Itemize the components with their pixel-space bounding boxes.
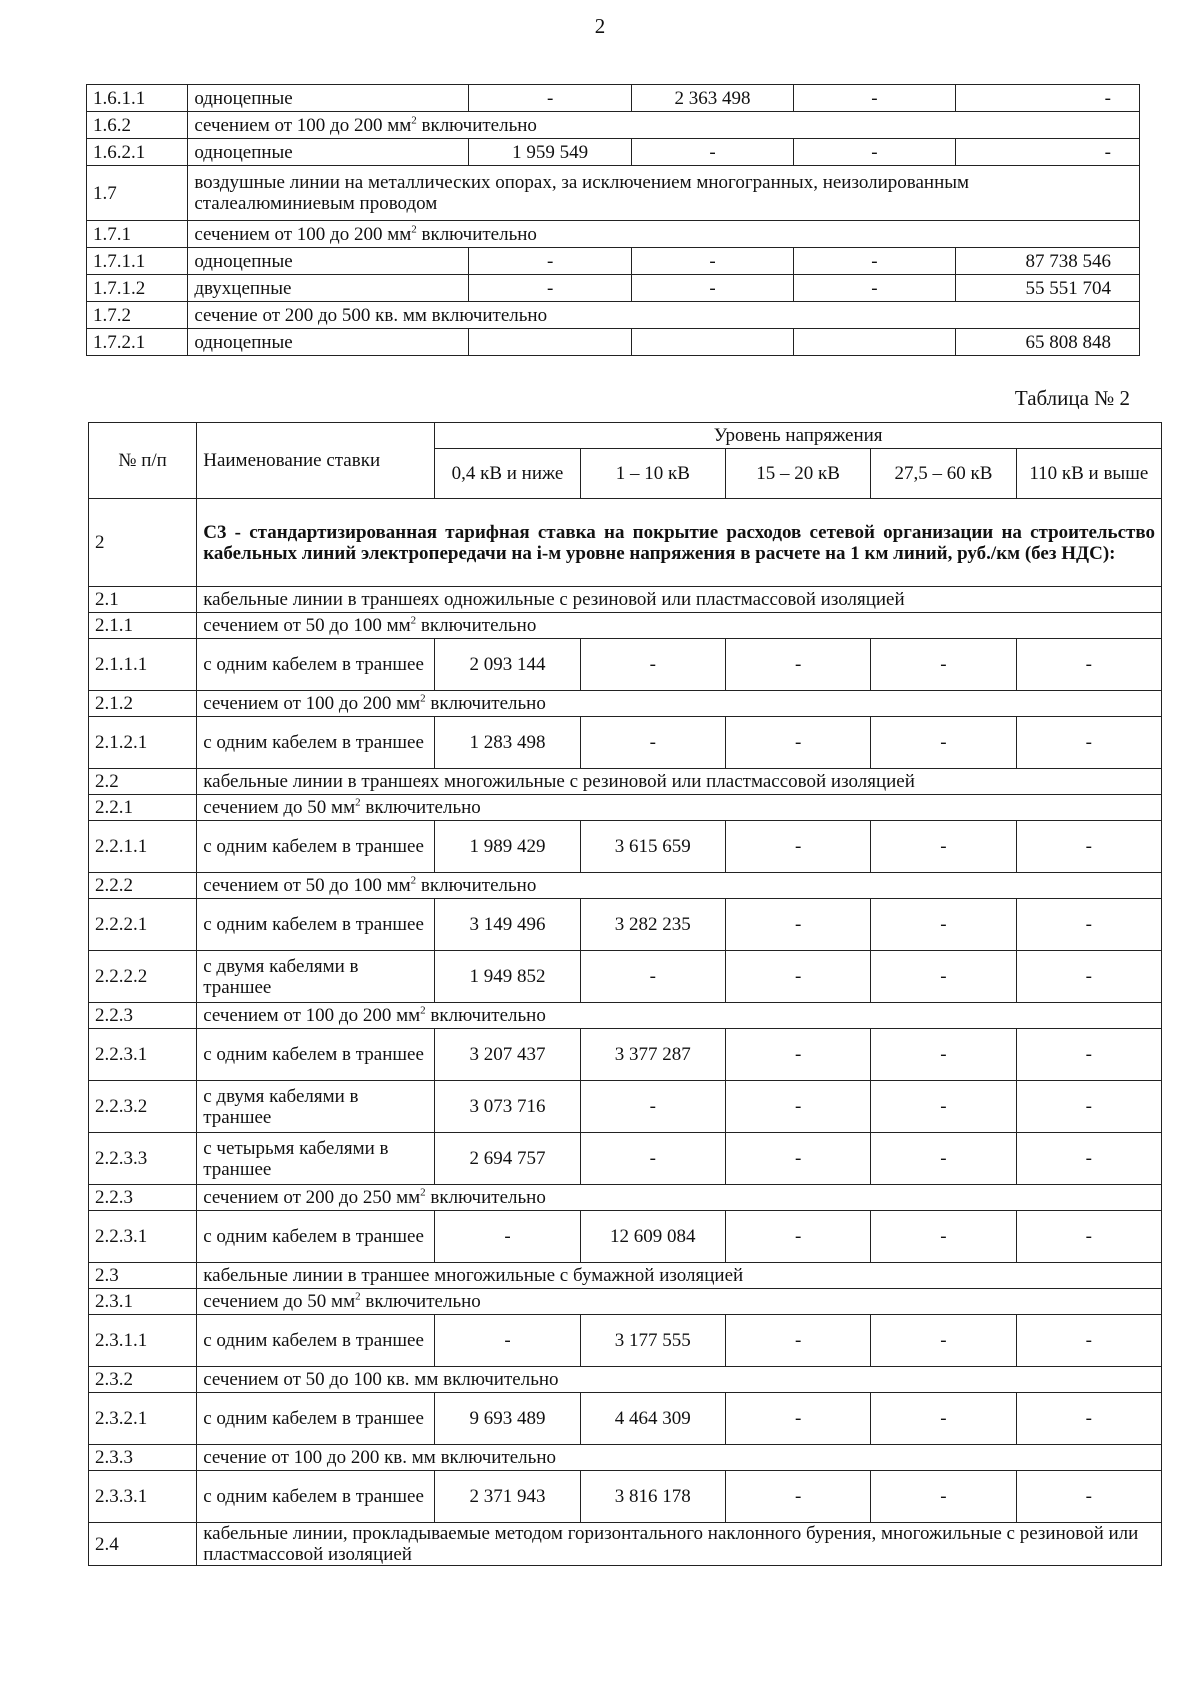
rate-value: - [1016,639,1161,691]
rate-value: - [725,639,870,691]
row-number: 1.6.1.1 [87,85,188,112]
table-row [89,1029,1162,1081]
rate-value: - [631,248,793,275]
rate-value: - [871,1211,1016,1263]
rate-value: - [580,639,725,691]
rate-value: - [1016,821,1161,873]
rate-value: 65 808 848 [955,329,1139,356]
row-number: 1.7 [87,166,188,221]
section-text: сечение от 100 до 200 кв. мм включительно [203,1447,556,1468]
row-number: 1.7.2 [87,302,188,329]
section-text: сечением от 100 до 200 мм [203,1005,421,1026]
row-number: 2.2.3.1 [89,1211,197,1263]
rate-value: - [1016,1471,1161,1523]
header-level: 0,4 кВ и ниже [435,449,580,499]
row-number: 2.1.1 [89,613,197,639]
rate-value: - [1016,717,1161,769]
row-number: 2.2.3 [89,1003,197,1029]
row-name: с одним кабелем в траншее [197,1393,435,1445]
superscript: 2 [355,1290,361,1303]
section-subrow [87,302,1140,329]
tariff-table-2 [88,422,1162,1566]
rate-value: - [469,248,631,275]
row-number: 2.3 [89,1263,197,1289]
rate-value: - [1016,1081,1161,1133]
row-number: 1.7.1.2 [87,275,188,302]
rate-value: - [955,85,1139,112]
table-row [87,139,1140,166]
rate-value: 87 738 546 [955,248,1139,275]
section-text: сечением от 100 до 200 мм [203,693,421,714]
rate-value: - [871,951,1016,1003]
rate-value: - [871,717,1016,769]
rate-value: 1 283 498 [435,717,580,769]
row-name: одноцепные [188,248,469,275]
table-row [89,951,1162,1003]
table-row [89,1471,1162,1523]
row-name: с одним кабелем в траншее [197,717,435,769]
section-text: сечением до 50 мм [203,797,356,818]
rate-value: 2 093 144 [435,639,580,691]
table-row [89,821,1162,873]
section-text: кабельные линии в траншеях одножильные с резиновой или пластмассовой изоляцией [203,589,905,610]
header-row [89,423,1162,449]
section-text: кабельные линии в траншее многожильные с бумажной изоляцией [203,1265,744,1286]
section-text: сечением от 50 до 100 мм [203,615,411,636]
row-section-title [197,1445,1162,1471]
row-number: 2.2.3.2 [89,1081,197,1133]
row-section-title [197,795,1162,821]
table-row [87,275,1140,302]
rate-value [631,329,793,356]
rate-value: 3 149 496 [435,899,580,951]
rate-value: 3 073 716 [435,1081,580,1133]
row-number: 2.3.2 [89,1367,197,1393]
row-number: 2.1.2.1 [89,717,197,769]
row-name: с двумя кабелями в траншее [197,1081,435,1133]
row-section-title [197,1523,1162,1566]
rate-value: - [725,821,870,873]
row-number: 2.1 [89,587,197,613]
header-level: 15 – 20 кВ [725,449,870,499]
row-number: 2.4 [89,1523,197,1566]
rate-value: - [955,139,1139,166]
tariff-table-continued [86,84,1140,356]
section-text: сечением от 100 до 200 мм [194,223,412,245]
table-row [89,1393,1162,1445]
row-number: 2.2.2 [89,873,197,899]
rate-value: - [725,1211,870,1263]
rate-value: - [435,1211,580,1263]
section-title: С3 - стандартизированная тарифная ставка на покрытие расходов сетевой организации на строительство кабельных линий электропередачи на i-м уровне напряжения в расчете на 1 км линий, руб./км (без НДС): [197,499,1162,587]
superscript: 2 [420,1186,426,1199]
section-text: сечением от 200 до 250 мм [203,1187,421,1208]
rate-value: 3 177 555 [580,1315,725,1367]
row-number: 2.2.3 [89,1185,197,1211]
row-section-title [197,769,1162,795]
row-name: двухцепные [188,275,469,302]
section-subrow [89,1445,1162,1471]
rate-value: 3 615 659 [580,821,725,873]
section-subrow [89,1523,1162,1566]
row-section-title [197,1289,1162,1315]
section-suffix: включительно [416,223,537,245]
rate-value: - [871,1471,1016,1523]
header-level: 110 кВ и выше [1016,449,1161,499]
row-section-title [197,587,1162,613]
table-row [89,639,1162,691]
section-suffix: включительно [416,615,537,636]
rate-value: - [871,639,1016,691]
rate-value: - [631,139,793,166]
section-subrow [89,613,1162,639]
section-subrow [89,795,1162,821]
section-subrow [87,166,1140,221]
rate-value: 3 282 235 [580,899,725,951]
section-subrow [89,1367,1162,1393]
rate-value: - [1016,1029,1161,1081]
rate-value: - [794,139,955,166]
row-name: с одним кабелем в траншее [197,821,435,873]
table-row [87,85,1140,112]
section-suffix: включительно [425,693,546,714]
table-caption: Таблица № 2 [1014,386,1130,410]
rate-value: 9 693 489 [435,1393,580,1445]
header-level: 27,5 – 60 кВ [871,449,1016,499]
rate-value: - [725,1133,870,1185]
row-section-title [197,1185,1162,1211]
section-row [89,499,1162,587]
superscript: 2 [411,223,417,236]
rate-value: - [1016,899,1161,951]
rate-value: 1 959 549 [469,139,631,166]
rate-value: - [580,717,725,769]
rate-value: 2 363 498 [631,85,793,112]
rate-value: 55 551 704 [955,275,1139,302]
rate-value: - [725,899,870,951]
section-subrow [89,587,1162,613]
row-section-title [188,302,1140,329]
section-text: сечением от 50 до 100 мм [203,875,411,896]
section-text: кабельные линии, прокладываемые методом горизонтального наклонного бурения, многожильные с резиновой или пластмассовой изоляцией [203,1523,1139,1565]
row-number: 2.2.3.3 [89,1133,197,1185]
rate-value: - [469,85,631,112]
rate-value: 3 816 178 [580,1471,725,1523]
row-section-title [188,112,1140,139]
row-number: 2.3.2.1 [89,1393,197,1445]
rate-value: 1 949 852 [435,951,580,1003]
section-suffix: включительно [360,797,481,818]
row-number: 2.1.1.1 [89,639,197,691]
tariff-table-2-body [89,423,1162,1566]
superscript: 2 [420,1004,426,1017]
page-number: 2 [594,14,606,38]
superscript: 2 [355,796,361,809]
section-text: сечением от 50 до 100 кв. мм включительно [203,1369,559,1390]
row-name: с одним кабелем в траншее [197,1315,435,1367]
section-subrow [89,1263,1162,1289]
section-text: сечение от 200 до 500 кв. мм включительно [194,304,548,326]
rate-value: - [580,1081,725,1133]
rate-value: - [871,1029,1016,1081]
row-number: 2.3.1 [89,1289,197,1315]
table-row [89,1211,1162,1263]
row-name: с одним кабелем в траншее [197,639,435,691]
rate-value: - [871,1133,1016,1185]
section-num: 2 [89,499,197,587]
section-text: сечением до 50 мм [203,1291,356,1312]
row-number: 1.6.2 [87,112,188,139]
rate-value: 2 694 757 [435,1133,580,1185]
row-name: одноцепные [188,85,469,112]
rate-value: - [580,1133,725,1185]
section-subrow [89,1003,1162,1029]
row-section-title [197,691,1162,717]
table-row [87,248,1140,275]
row-number: 2.3.3 [89,1445,197,1471]
row-name: с одним кабелем в траншее [197,1211,435,1263]
rate-value: - [1016,1315,1161,1367]
row-number: 1.7.1.1 [87,248,188,275]
rate-value: - [725,1081,870,1133]
section-text: кабельные линии в траншеях многожильные с резиновой или пластмассовой изоляцией [203,771,915,792]
header-voltage-group: Уровень напряжения [435,423,1162,449]
row-section-title [188,221,1140,248]
section-suffix: включительно [360,1291,481,1312]
section-text: сечением от 100 до 200 мм [194,114,412,136]
row-section-title [197,1263,1162,1289]
rate-value: - [871,1393,1016,1445]
rate-value: - [1016,951,1161,1003]
rate-value: - [725,951,870,1003]
row-section-title [197,613,1162,639]
table-row [89,1081,1162,1133]
rate-value: - [794,248,955,275]
superscript: 2 [411,114,417,127]
rate-value [469,329,631,356]
row-number: 2.2.3.1 [89,1029,197,1081]
rate-value: - [1016,1211,1161,1263]
row-section-title [197,873,1162,899]
row-name: с одним кабелем в траншее [197,899,435,951]
tariff-table-continued-body [87,85,1140,356]
row-number: 2.2.1.1 [89,821,197,873]
row-number: 2.3.1.1 [89,1315,197,1367]
rate-value: 3 377 287 [580,1029,725,1081]
row-section-title [188,166,1140,221]
rate-value: - [435,1315,580,1367]
header-name: Наименование ставки [197,423,435,499]
section-subrow [87,112,1140,139]
row-number: 2.1.2 [89,691,197,717]
section-subrow [89,691,1162,717]
row-number: 1.7.1 [87,221,188,248]
section-subrow [89,873,1162,899]
superscript: 2 [410,614,417,627]
section-subrow [89,1185,1162,1211]
section-suffix: включительно [416,114,537,136]
rate-value: - [871,1081,1016,1133]
table-row [89,1315,1162,1367]
section-text: воздушные линии на металлических опорах, за исключением многогранных, неизолированным сталеалюминиевым проводом [194,172,970,214]
row-name: с четырьмя кабелями в траншее [197,1133,435,1185]
rate-value: - [871,821,1016,873]
rate-value: - [631,275,793,302]
section-subrow [89,769,1162,795]
superscript: 2 [410,874,417,887]
rate-value: - [725,1471,870,1523]
rate-value: - [1016,1133,1161,1185]
rate-value: 2 371 943 [435,1471,580,1523]
table-row [89,899,1162,951]
rate-value: - [580,951,725,1003]
row-number: 2.3.3.1 [89,1471,197,1523]
section-subrow [87,221,1140,248]
row-number: 1.6.2.1 [87,139,188,166]
section-suffix: включительно [425,1005,546,1026]
rate-value [794,329,955,356]
rate-value: - [871,1315,1016,1367]
section-suffix: включительно [416,875,537,896]
table-row [87,329,1140,356]
rate-value: - [725,1315,870,1367]
row-number: 2.2.1 [89,795,197,821]
rate-value: - [794,85,955,112]
row-number: 2.2 [89,769,197,795]
row-number: 1.7.2.1 [87,329,188,356]
row-name: одноцепные [188,139,469,166]
rate-value: - [871,899,1016,951]
row-name: одноцепные [188,329,469,356]
rate-value: - [725,1029,870,1081]
row-name: с одним кабелем в траншее [197,1471,435,1523]
rate-value: - [794,275,955,302]
table-row [89,717,1162,769]
header-level: 1 – 10 кВ [580,449,725,499]
row-name: с двумя кабелями в траншее [197,951,435,1003]
superscript: 2 [420,692,426,705]
row-section-title [197,1003,1162,1029]
section-suffix: включительно [425,1187,546,1208]
rate-value: 12 609 084 [580,1211,725,1263]
row-section-title [197,1367,1162,1393]
rate-value: - [1016,1393,1161,1445]
row-number: 2.2.2.1 [89,899,197,951]
rate-value: - [725,1393,870,1445]
section-subrow [89,1289,1162,1315]
table-row [89,1133,1162,1185]
rate-value: 3 207 437 [435,1029,580,1081]
row-number: 2.2.2.2 [89,951,197,1003]
rate-value: - [725,717,870,769]
rate-value: 4 464 309 [580,1393,725,1445]
header-num-text: № п/п [118,450,167,471]
row-name: с одним кабелем в траншее [197,1029,435,1081]
rate-value: - [469,275,631,302]
header-num [89,423,197,499]
rate-value: 1 989 429 [435,821,580,873]
